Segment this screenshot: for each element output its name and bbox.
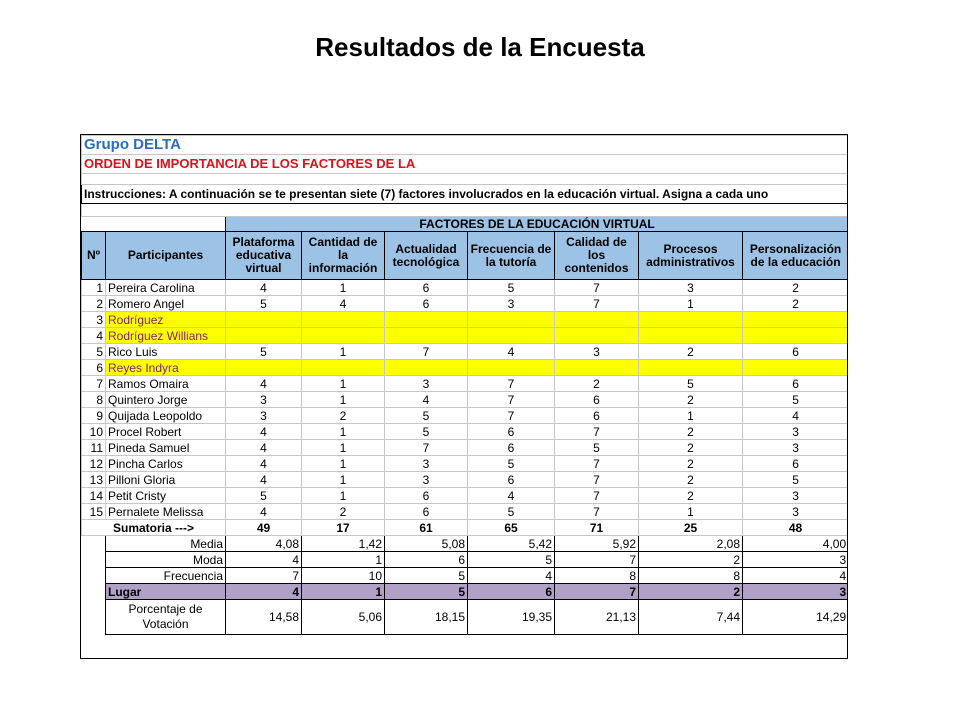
participant-name: Pernalete Melissa [106, 504, 226, 520]
score-cell: 2 [639, 344, 743, 360]
porcentaje-row-value: 14,29 [743, 600, 849, 635]
score-cell: 2 [639, 456, 743, 472]
score-cell: 1 [302, 344, 385, 360]
score-cell: 2 [639, 472, 743, 488]
score-cell: 4 [468, 344, 555, 360]
row-number: 6 [82, 360, 106, 376]
score-cell: 5 [555, 440, 639, 456]
participant-name: Ramos Omaira [106, 376, 226, 392]
score-cell [302, 360, 385, 376]
score-cell: 3 [743, 488, 849, 504]
factor-header: Procesos administrativos [639, 232, 743, 280]
row-number: 5 [82, 344, 106, 360]
participant-name: Reyes Indyra [106, 360, 226, 376]
row-number: 10 [82, 424, 106, 440]
participant-name: Procel Robert [106, 424, 226, 440]
score-cell: 7 [555, 472, 639, 488]
score-cell: 1 [302, 472, 385, 488]
participant-name: Quijada Leopoldo [106, 408, 226, 424]
score-cell: 4 [743, 408, 849, 424]
score-cell: 1 [302, 488, 385, 504]
moda-row [82, 552, 849, 568]
participant-row [82, 312, 849, 328]
row-number: 1 [82, 280, 106, 296]
score-cell [385, 328, 468, 344]
frecuencia-row-value: 8 [555, 568, 639, 584]
score-cell: 6 [743, 344, 849, 360]
participant-row [82, 424, 849, 440]
score-cell: 1 [639, 296, 743, 312]
score-cell: 7 [555, 456, 639, 472]
score-cell: 5 [468, 456, 555, 472]
score-cell [226, 312, 302, 328]
score-cell [639, 360, 743, 376]
score-cell: 7 [468, 408, 555, 424]
sumatoria-row-value: 65 [468, 520, 555, 536]
media-row-value: 5,92 [555, 536, 639, 552]
participant-name: Rico Luis [106, 344, 226, 360]
score-cell: 4 [302, 296, 385, 312]
participant-name: Pineda Samuel [106, 440, 226, 456]
score-cell: 1 [302, 280, 385, 296]
row-number: 8 [82, 392, 106, 408]
lugar-row [82, 584, 849, 600]
factor-header: Actualidad tecnológica [385, 232, 468, 280]
score-cell [468, 360, 555, 376]
media-row [82, 536, 849, 552]
sumatoria-row-value: 25 [639, 520, 743, 536]
score-cell: 4 [226, 456, 302, 472]
row-number: 14 [82, 488, 106, 504]
score-cell: 6 [385, 296, 468, 312]
score-cell: 2 [555, 376, 639, 392]
score-cell: 6 [743, 376, 849, 392]
instructions-text: Instrucciones: A continuación se te presentan siete (7) factores involucrados en la educación virtual. Asigna a cada uno [82, 185, 849, 204]
sumatoria-row-value: 17 [302, 520, 385, 536]
frecuencia-row-value: 4 [743, 568, 849, 584]
score-cell: 6 [468, 440, 555, 456]
score-cell: 5 [639, 376, 743, 392]
score-cell: 2 [639, 392, 743, 408]
factor-header: Plataforma educativa virtual [226, 232, 302, 280]
score-cell: 1 [302, 456, 385, 472]
media-row-value: 2,08 [639, 536, 743, 552]
moda-row-value: 7 [555, 552, 639, 568]
score-cell [385, 312, 468, 328]
spreadsheet-image [80, 134, 848, 659]
score-cell: 2 [639, 424, 743, 440]
moda-row-label: Moda [106, 552, 226, 568]
score-cell: 3 [226, 408, 302, 424]
score-cell: 5 [226, 344, 302, 360]
participant-name: Romero Angel [106, 296, 226, 312]
participant-name: Pereira Carolina [106, 280, 226, 296]
score-cell: 5 [468, 280, 555, 296]
participant-row [82, 472, 849, 488]
score-cell [302, 328, 385, 344]
participant-row [82, 504, 849, 520]
row-number: 9 [82, 408, 106, 424]
score-cell: 7 [555, 296, 639, 312]
participant-row [82, 440, 849, 456]
row-number: 7 [82, 376, 106, 392]
group-title: Grupo DELTA [82, 136, 849, 155]
score-cell: 6 [555, 392, 639, 408]
frecuencia-row-value: 10 [302, 568, 385, 584]
factor-header: Frecuencia de la tutoría [468, 232, 555, 280]
score-cell: 3 [555, 344, 639, 360]
participant-row [82, 456, 849, 472]
score-cell: 7 [555, 504, 639, 520]
porcentaje-row-value: 5,06 [302, 600, 385, 635]
score-cell: 5 [385, 424, 468, 440]
score-cell: 5 [385, 408, 468, 424]
row-number: 3 [82, 312, 106, 328]
participant-row [82, 280, 849, 296]
lugar-row-value: 3 [743, 584, 849, 600]
score-cell: 7 [385, 344, 468, 360]
factor-header: Calidad de los contenidos [555, 232, 639, 280]
row-number: 4 [82, 328, 106, 344]
porcentaje-row-value: 18,15 [385, 600, 468, 635]
participant-row [82, 296, 849, 312]
score-cell: 3 [639, 280, 743, 296]
media-row-value: 5,42 [468, 536, 555, 552]
col-participants-header: Participantes [106, 232, 226, 280]
score-cell: 5 [468, 504, 555, 520]
participant-name: Rodríguez Willians [106, 328, 226, 344]
participant-name: Petit Cristy [106, 488, 226, 504]
score-cell: 3 [743, 504, 849, 520]
score-cell: 2 [302, 504, 385, 520]
survey-table [81, 135, 848, 635]
score-cell: 3 [468, 296, 555, 312]
media-row-value: 4,08 [226, 536, 302, 552]
score-cell: 5 [226, 296, 302, 312]
participant-name: Rodríguez [106, 312, 226, 328]
score-cell: 1 [639, 408, 743, 424]
orden-title: ORDEN DE IMPORTANCIA DE LOS FACTORES DE LA [82, 155, 849, 174]
score-cell: 3 [743, 440, 849, 456]
score-cell [639, 328, 743, 344]
participant-row [82, 408, 849, 424]
participant-row [82, 328, 849, 344]
media-row-value: 5,08 [385, 536, 468, 552]
score-cell: 6 [743, 456, 849, 472]
lugar-row-value: 1 [302, 584, 385, 600]
score-cell: 5 [743, 472, 849, 488]
row-number: 15 [82, 504, 106, 520]
sumatoria-row-value: 61 [385, 520, 468, 536]
score-cell [555, 360, 639, 376]
lugar-row-value: 4 [226, 584, 302, 600]
factor-header: Personalización de la educación [743, 232, 849, 280]
score-cell [302, 312, 385, 328]
row-number: 11 [82, 440, 106, 456]
score-cell: 3 [385, 376, 468, 392]
score-cell [639, 312, 743, 328]
frecuencia-row-value: 8 [639, 568, 743, 584]
score-cell: 3 [385, 472, 468, 488]
participant-row [82, 376, 849, 392]
score-cell: 4 [226, 504, 302, 520]
frecuencia-row [82, 568, 849, 584]
score-cell [555, 312, 639, 328]
lugar-row-value: 5 [385, 584, 468, 600]
moda-row-value: 3 [743, 552, 849, 568]
sumatoria-row-value: 71 [555, 520, 639, 536]
porcentaje-row-value: 21,13 [555, 600, 639, 635]
score-cell [743, 312, 849, 328]
score-cell: 7 [468, 392, 555, 408]
score-cell: 5 [743, 392, 849, 408]
row-number: 2 [82, 296, 106, 312]
slide-title: Resultados de la Encuesta [315, 32, 645, 62]
moda-row-value: 4 [226, 552, 302, 568]
score-cell: 7 [385, 440, 468, 456]
score-cell: 5 [226, 488, 302, 504]
porcentaje-row-value: 19,35 [468, 600, 555, 635]
media-row-label: Media [106, 536, 226, 552]
score-cell: 1 [302, 392, 385, 408]
moda-row-value: 6 [385, 552, 468, 568]
row-number: 13 [82, 472, 106, 488]
score-cell: 6 [385, 504, 468, 520]
sumatoria-row-label: Sumatoria ---> [82, 520, 226, 536]
score-cell [226, 328, 302, 344]
porcentaje-row-value: 14,58 [226, 600, 302, 635]
score-cell: 7 [555, 488, 639, 504]
score-cell: 4 [468, 488, 555, 504]
score-cell [226, 360, 302, 376]
porcentaje-row-value: 7,44 [639, 600, 743, 635]
score-cell [468, 312, 555, 328]
participant-name: Pincha Carlos [106, 456, 226, 472]
score-cell: 1 [302, 440, 385, 456]
score-cell: 3 [385, 456, 468, 472]
score-cell: 2 [743, 280, 849, 296]
sumatoria-row [82, 520, 849, 536]
score-cell: 4 [226, 440, 302, 456]
moda-row-value: 1 [302, 552, 385, 568]
score-cell: 2 [302, 408, 385, 424]
lugar-row-label: Lugar [106, 584, 226, 600]
sumatoria-row-value: 48 [743, 520, 849, 536]
frecuencia-row-value: 5 [385, 568, 468, 584]
media-row-value: 1,42 [302, 536, 385, 552]
col-number-header: Nº [82, 232, 106, 280]
moda-row-value: 5 [468, 552, 555, 568]
score-cell: 2 [639, 440, 743, 456]
score-cell: 3 [743, 424, 849, 440]
lugar-row-value: 6 [468, 584, 555, 600]
participant-name: Quintero Jorge [106, 392, 226, 408]
factor-header: Cantidad de la información [302, 232, 385, 280]
score-cell: 2 [639, 488, 743, 504]
score-cell: 4 [226, 472, 302, 488]
score-cell: 4 [385, 392, 468, 408]
score-cell: 4 [226, 280, 302, 296]
score-cell [555, 328, 639, 344]
participant-row [82, 360, 849, 376]
score-cell: 7 [468, 376, 555, 392]
lugar-row-value: 2 [639, 584, 743, 600]
participant-name: Pilloni Gloria [106, 472, 226, 488]
score-cell [743, 328, 849, 344]
score-cell: 6 [468, 424, 555, 440]
score-cell: 1 [639, 504, 743, 520]
score-cell: 1 [302, 424, 385, 440]
score-cell: 6 [555, 408, 639, 424]
media-row-value: 4,00 [743, 536, 849, 552]
factors-header: FACTORES DE LA EDUCACIÓN VIRTUAL [226, 217, 849, 232]
frecuencia-row-label: Frecuencia [106, 568, 226, 584]
participant-row [82, 344, 849, 360]
participant-row [82, 392, 849, 408]
score-cell: 6 [385, 488, 468, 504]
score-cell: 4 [226, 376, 302, 392]
score-cell: 1 [302, 376, 385, 392]
porcentaje-row [82, 600, 849, 635]
frecuencia-row-value: 4 [468, 568, 555, 584]
score-cell: 6 [468, 472, 555, 488]
score-cell: 3 [226, 392, 302, 408]
frecuencia-row-value: 7 [226, 568, 302, 584]
sumatoria-row-value: 49 [226, 520, 302, 536]
score-cell: 4 [226, 424, 302, 440]
score-cell: 7 [555, 424, 639, 440]
score-cell [468, 328, 555, 344]
moda-row-value: 2 [639, 552, 743, 568]
lugar-row-value: 7 [555, 584, 639, 600]
porcentaje-row-label: Porcentaje de Votación [106, 600, 226, 635]
score-cell [385, 360, 468, 376]
score-cell: 7 [555, 280, 639, 296]
score-cell: 6 [385, 280, 468, 296]
score-cell: 2 [743, 296, 849, 312]
row-number: 12 [82, 456, 106, 472]
participant-row [82, 488, 849, 504]
score-cell [743, 360, 849, 376]
